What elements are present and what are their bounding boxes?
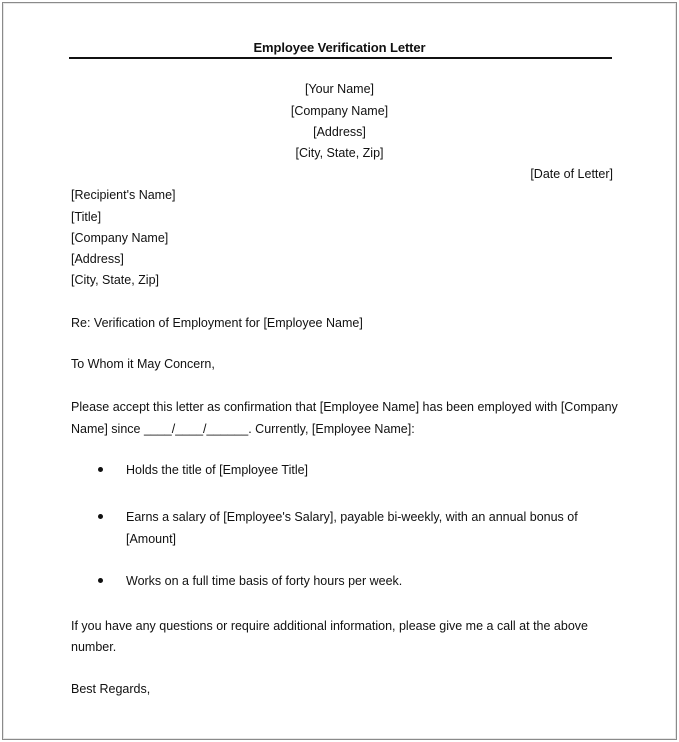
bullet-text: Earns a salary of [Employee's Salary], payable bi-weekly, with an annual bonus of (126, 510, 578, 524)
recipient-city-state-zip: [City, State, Zip] (71, 273, 159, 287)
bullet-icon (98, 514, 103, 519)
subject-line: Re: Verification of Employment for [Employee Name] (71, 316, 363, 330)
bullet-icon (98, 578, 103, 583)
intro-line: Please accept this letter as confirmation that [Employee Name] has been employed with [Company (71, 400, 618, 414)
recipient-company: [Company Name] (71, 231, 169, 245)
letter-title: Employee Verification Letter (253, 40, 426, 55)
title-divider (69, 57, 612, 59)
recipient-name: [Recipient's Name] (71, 188, 176, 202)
intro-line: Name] since ____/____/______. Currently, [Employee Name]: (71, 422, 415, 436)
sender-company: [Company Name] (290, 104, 389, 118)
closing-line: If you have any questions or require additional information, please give me a call at the above (71, 619, 588, 633)
bullet-text: Holds the title of [Employee Title] (126, 463, 309, 477)
sender-name: [Your Name] (304, 82, 375, 96)
closing-line: number. (71, 640, 117, 654)
salutation: To Whom it May Concern, (71, 357, 215, 371)
recipient-address: [Address] (71, 252, 124, 266)
bullet-text: [Amount] (126, 532, 177, 546)
sender-city-state-zip: [City, State, Zip] (295, 146, 384, 160)
bullet-text: Works on a full time basis of forty hours per week. (126, 574, 403, 588)
recipient-title: [Title] (71, 210, 102, 224)
sender-address: [Address] (313, 125, 366, 139)
bullet-icon (98, 467, 103, 472)
letter-date: [Date of Letter] (530, 167, 613, 181)
signoff: Best Regards, (71, 682, 151, 696)
